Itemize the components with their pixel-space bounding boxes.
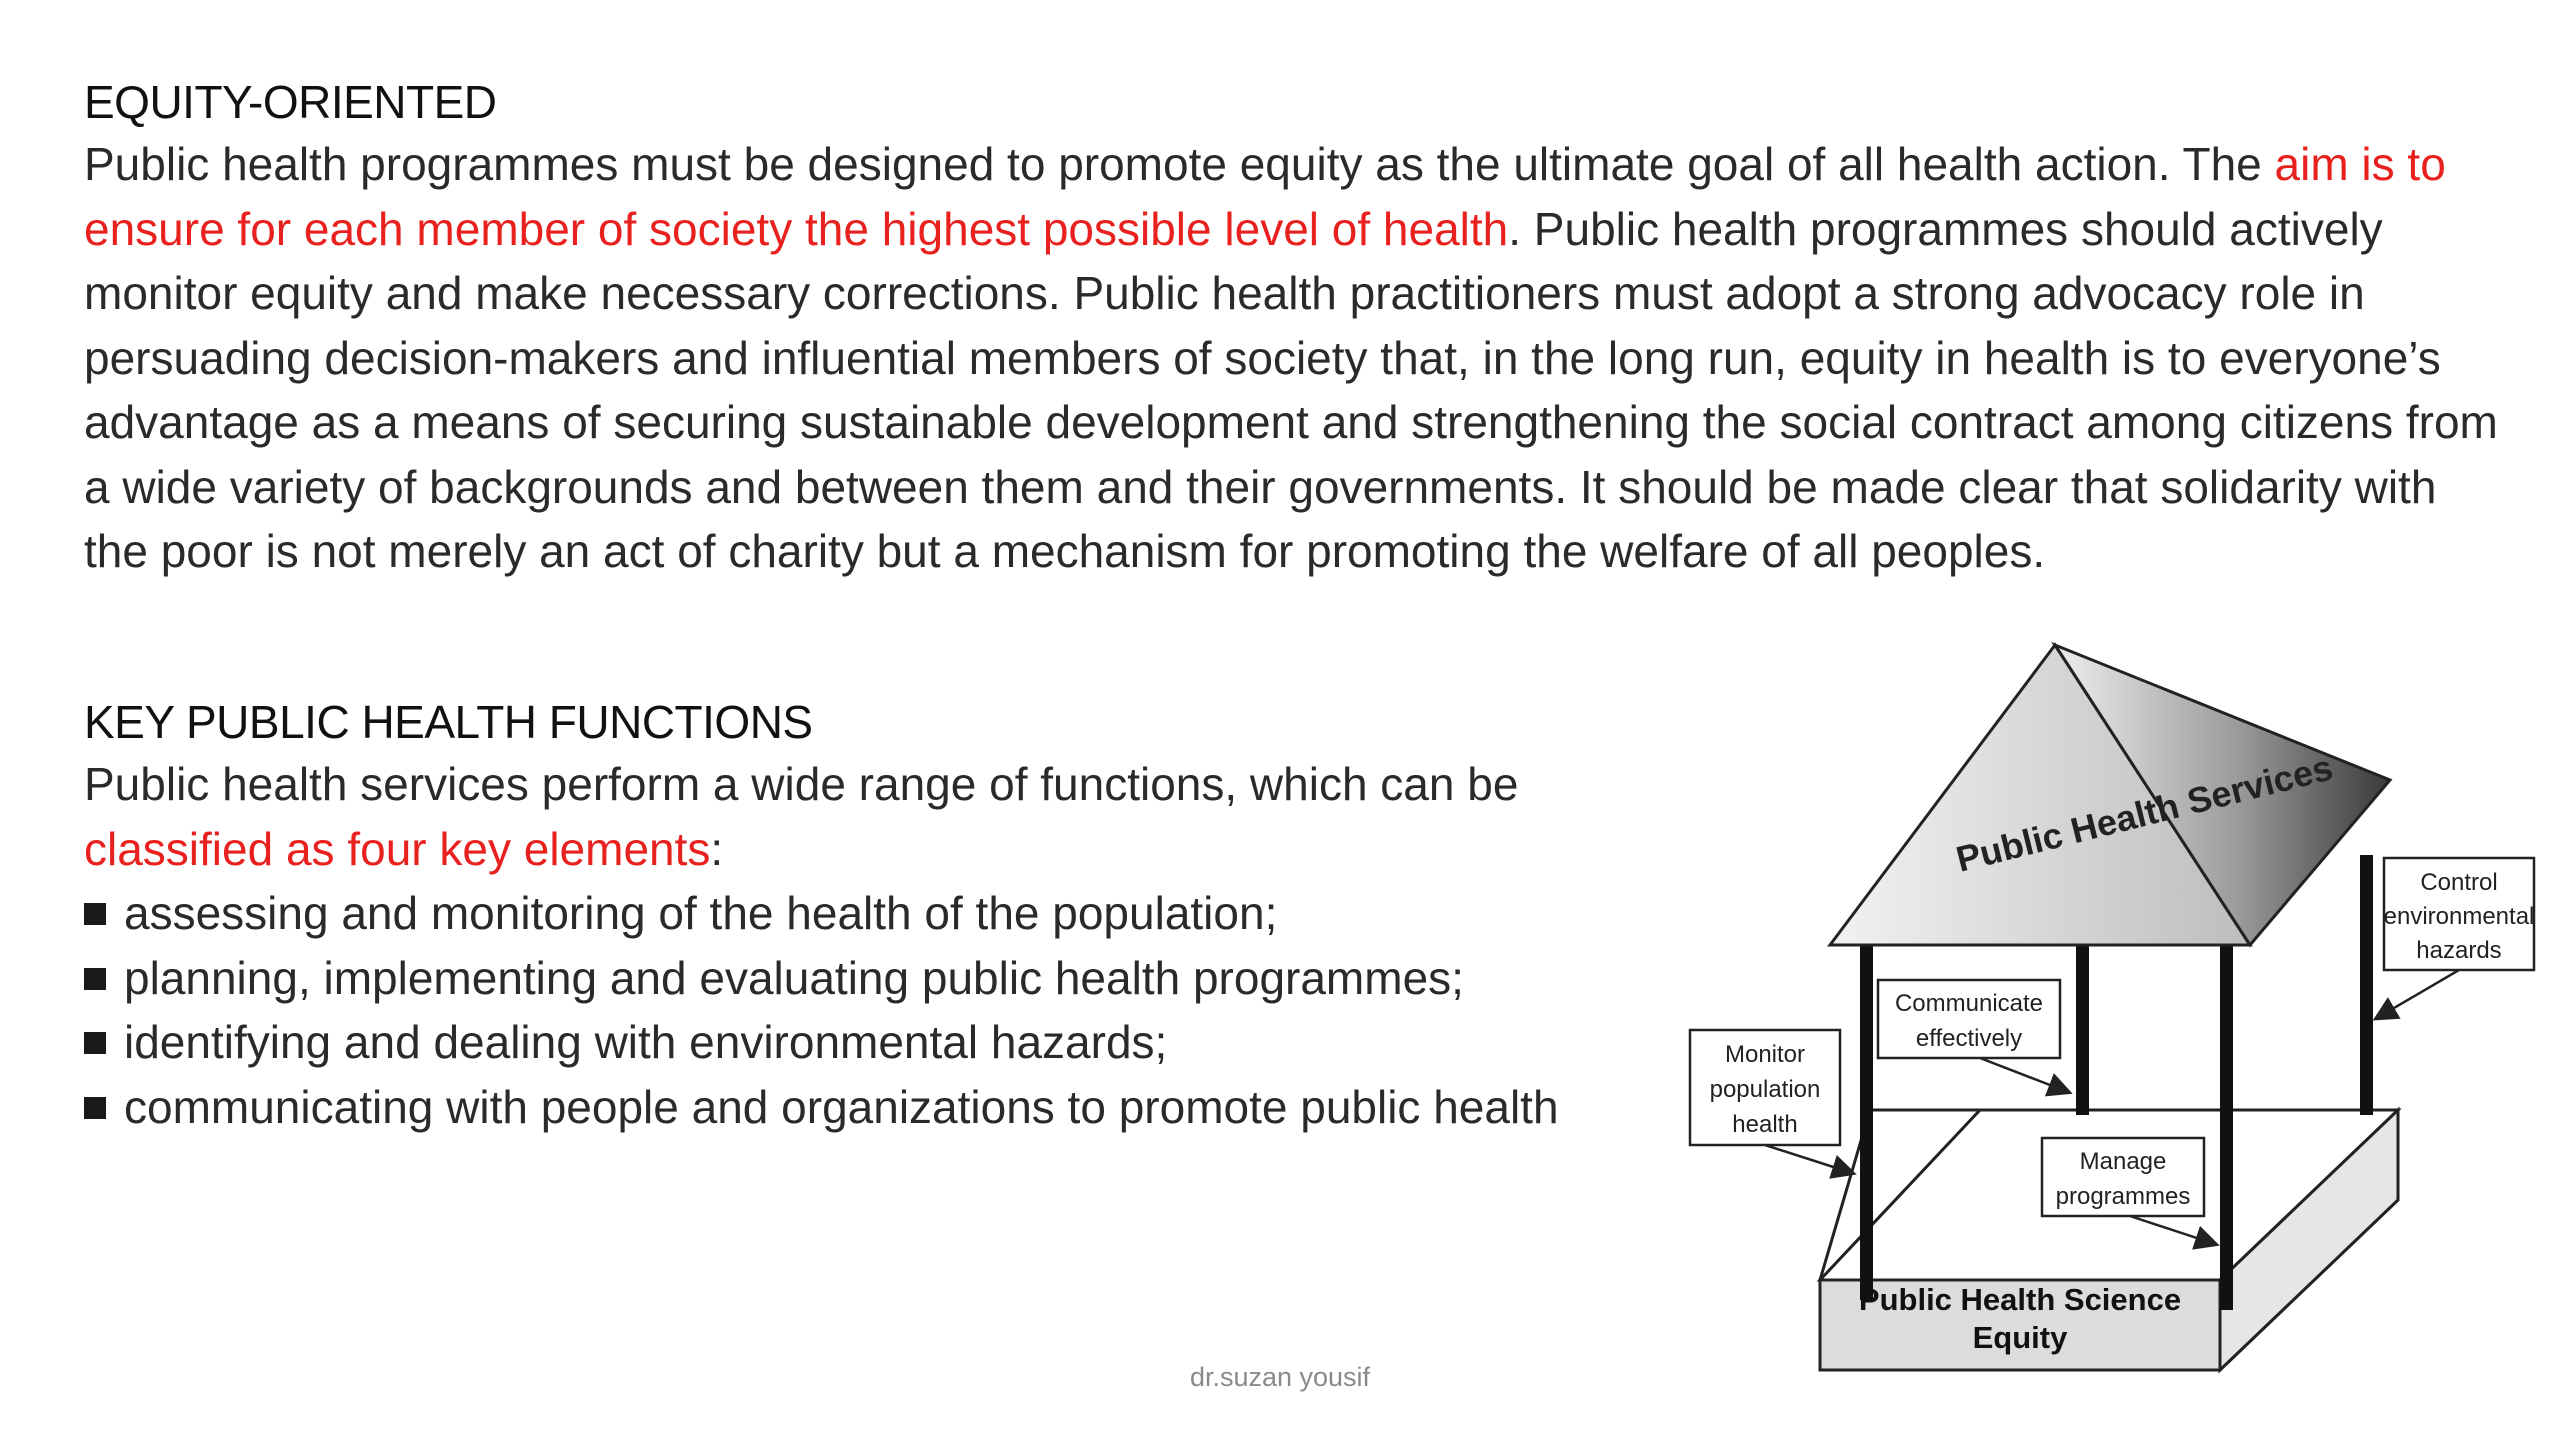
svg-text:hazards: hazards (2416, 937, 2502, 964)
svg-text:Control: Control (2420, 869, 2498, 896)
functions-intro-before: Public health services perform a wide range of functions, which can be (84, 758, 1519, 810)
svg-text:programmes: programmes (2055, 1183, 2191, 1210)
functions-block (84, 752, 1584, 1139)
svg-text:Manage: Manage (2079, 1148, 2167, 1175)
functions-intro-after: : (710, 822, 724, 875)
equity-text-highlight: aim is to ensure for each member of society the highest possible level of health (84, 138, 2446, 255)
square-bullet-icon (84, 1097, 106, 1119)
list-item: communicating with people and organizations to promote public health (84, 1075, 1584, 1140)
svg-text:effectively: effectively (1915, 1025, 2023, 1052)
svg-text:environmental: environmental (2383, 903, 2535, 930)
section-title-equity: EQUITY-ORIENTED (84, 76, 497, 128)
list-item: identifying and dealing with environmental hazards; (84, 1010, 1584, 1075)
square-bullet-icon (84, 1032, 106, 1054)
functions-intro-highlight: classified as four key elements (84, 822, 711, 875)
section-title-functions: KEY PUBLIC HEALTH FUNCTIONS (84, 696, 813, 748)
base-label-line2: Equity (1972, 1320, 2068, 1355)
square-bullet-icon (84, 903, 106, 925)
monitor-box (1690, 1030, 1852, 1173)
svg-text:Monitor: Monitor (1724, 1041, 1806, 1068)
roof (1830, 645, 2390, 945)
communicate-box (1878, 980, 2068, 1092)
equity-paragraph (84, 132, 2504, 584)
square-bullet-icon (84, 968, 106, 990)
functions-intro (84, 752, 1584, 881)
equity-text-before: Public health programmes must be designed to promote equity as the ultimate goal of all health action. The (84, 138, 2275, 190)
control-box (2377, 858, 2534, 1018)
functions-list (84, 881, 1584, 1139)
footer-author: dr.suzan yousif (1189, 1362, 1371, 1392)
svg-text:Communicate: Communicate (1894, 990, 2044, 1017)
equity-text-after: . Public health programmes should actively monitor equity and make necessary corrections. Public health practitioners must adopt a strong advocacy role in persuading decision-makers and influential members of society that, in the long run, equity in health is to everyone’s advantage as a means of securing sustainable development and strengthening the social contract among citizens from a wide variety of backgrounds and between them and their governments. It should be made clear that solidarity with the poor is not merely an act of charity but a mechanism for promoting the welfare of all peoples. (84, 202, 2498, 577)
list-item: assessing and monitoring of the health of the population; (84, 881, 1584, 946)
svg-text:population: population (1709, 1076, 1821, 1103)
svg-text:health: health (1732, 1111, 1798, 1138)
list-item: planning, implementing and evaluating public health programmes; (84, 946, 1584, 1011)
roof-label: Public Health Services (1952, 746, 2337, 880)
public-health-house-diagram (1680, 640, 2540, 1380)
base-label-line1: Public Health Science (1858, 1282, 2182, 1317)
